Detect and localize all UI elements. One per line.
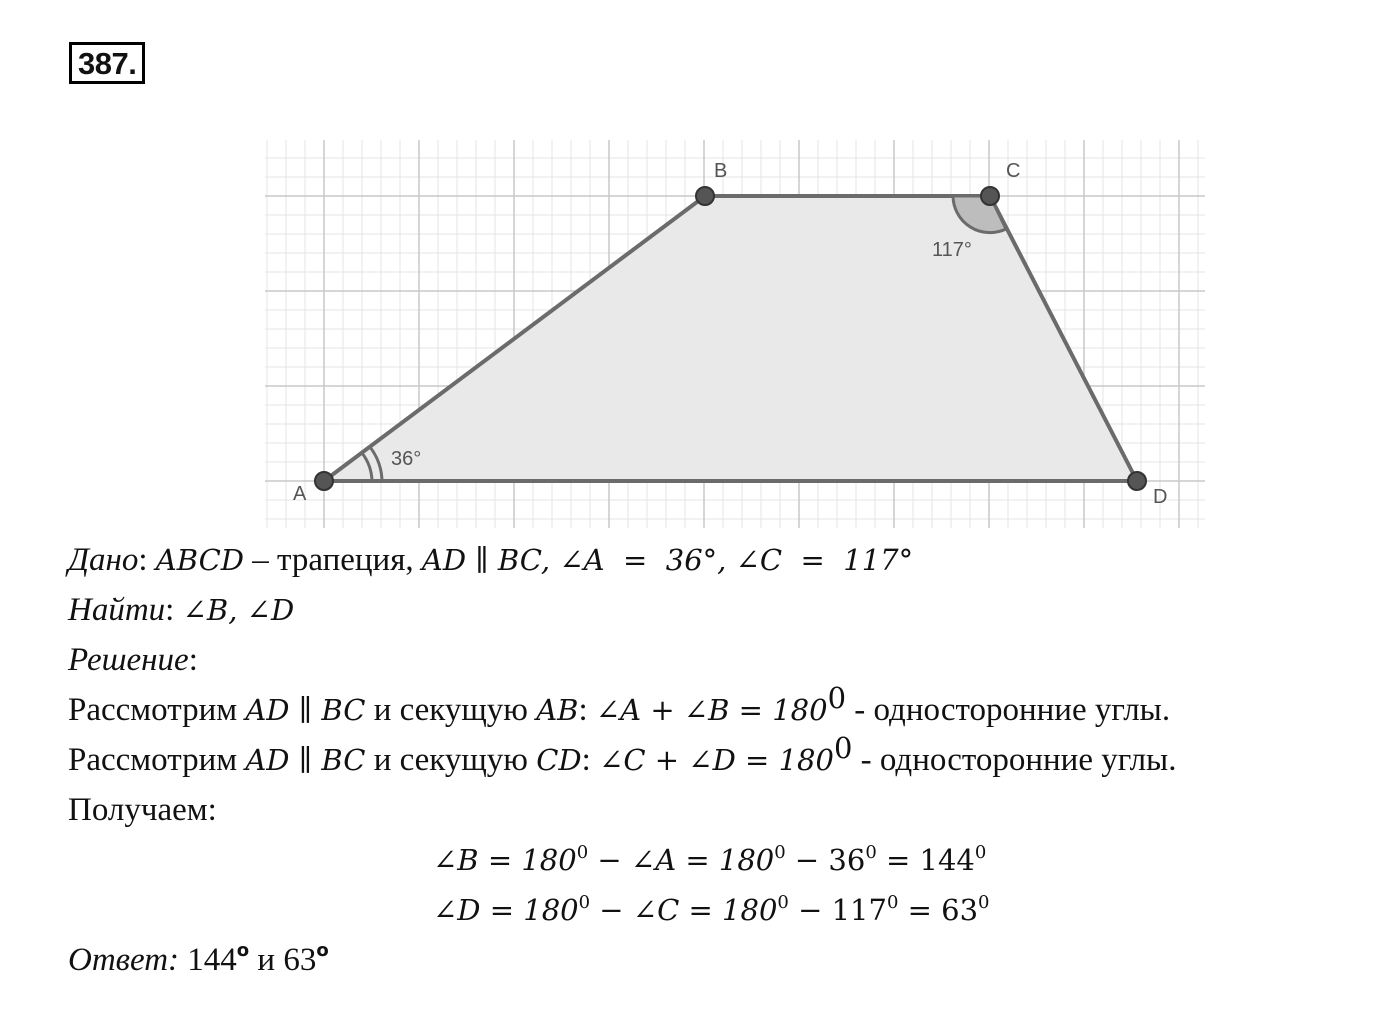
answer-deg2: o [316, 940, 329, 961]
calc-b-s3: 0 [865, 842, 877, 863]
given-dash: – трапеция, [244, 542, 422, 578]
answer-and: и 63 [249, 942, 317, 978]
label-a: A [293, 483, 307, 505]
step2-mid: и секущую [365, 742, 537, 778]
calc-b-s4: 0 [974, 842, 987, 863]
calc-d-p2: − ∠C = 180 [590, 893, 778, 927]
step1-secant: AB [536, 693, 579, 727]
step1-line [68, 681, 1171, 730]
step1-tail: - односторонние углы. [846, 692, 1171, 728]
find-expr: ∠B, ∠D [182, 593, 295, 627]
calc-b-p3: − 36 [785, 843, 866, 877]
calc-d-p1: ∠D = 180 [433, 893, 579, 927]
calc-b-p1: ∠B = 180 [433, 843, 577, 877]
label-b: B [714, 160, 728, 182]
step2-tail: - односторонние углы. [852, 742, 1177, 778]
solution-colon: : [188, 642, 198, 678]
find-line [68, 590, 294, 630]
find-label: Найти [68, 592, 166, 628]
label-c: C [1006, 160, 1021, 182]
answer-line [68, 940, 329, 980]
get-text: Получаем: [68, 792, 217, 828]
step2-line [68, 731, 1177, 780]
given-label: Дано [68, 542, 139, 578]
solution-line [68, 640, 198, 680]
calc-d [433, 890, 990, 931]
step1-mid: и секущую [365, 692, 537, 728]
answer-label: Ответ: [68, 942, 180, 978]
step1-colon: : [578, 692, 596, 728]
calc-d-s2: 0 [777, 892, 789, 913]
problem-number: 387. [69, 42, 145, 84]
step2-intro: Рассмотрим [68, 742, 246, 778]
given-line [68, 540, 913, 580]
given-figure: ABCD [155, 543, 245, 577]
step2-parallel: AD ∥ BC [245, 743, 366, 777]
step1-eq: ∠A + ∠B = 180 [595, 693, 828, 727]
calc-b-p2: − ∠A = 180 [588, 843, 775, 877]
calc-d-p4: = 63 [898, 893, 979, 927]
calc-d-s3: 0 [886, 892, 899, 913]
point-a [315, 472, 333, 490]
step1-intro: Рассмотрим [68, 692, 246, 728]
answer-v1: 144 [179, 942, 237, 978]
calc-b-p4: = 144 [876, 843, 975, 877]
step1-parallel: AD ∥ BC [245, 693, 366, 727]
calc-d-s4: 0 [978, 892, 990, 913]
step1-deg: 0 [827, 681, 847, 715]
angle-a-label: 36° [391, 448, 422, 470]
label-d: D [1153, 486, 1168, 508]
solution-label: Решение [68, 642, 189, 678]
calc-b-s1: 0 [576, 842, 589, 863]
angle-c-label: 117° [932, 239, 972, 261]
given-colon: : [138, 542, 148, 578]
calc-b [433, 840, 986, 881]
get-line [68, 790, 217, 830]
point-b [696, 187, 714, 205]
calc-d-p3: − 117 [788, 893, 887, 927]
step2-secant: CD [536, 743, 582, 777]
point-c [981, 187, 999, 205]
given-expr: AD ∥ BC, ∠A = 36°, ∠C = 117° [421, 543, 914, 577]
answer-deg1: o [236, 940, 250, 961]
step2-eq: ∠C + ∠D = 180 [599, 743, 834, 777]
point-d [1128, 472, 1146, 490]
step2-deg: 0 [833, 731, 853, 765]
calc-b-s2: 0 [774, 842, 786, 863]
step2-colon: : [581, 742, 600, 778]
calc-d-s1: 0 [578, 892, 591, 913]
find-colon: : [165, 592, 175, 628]
